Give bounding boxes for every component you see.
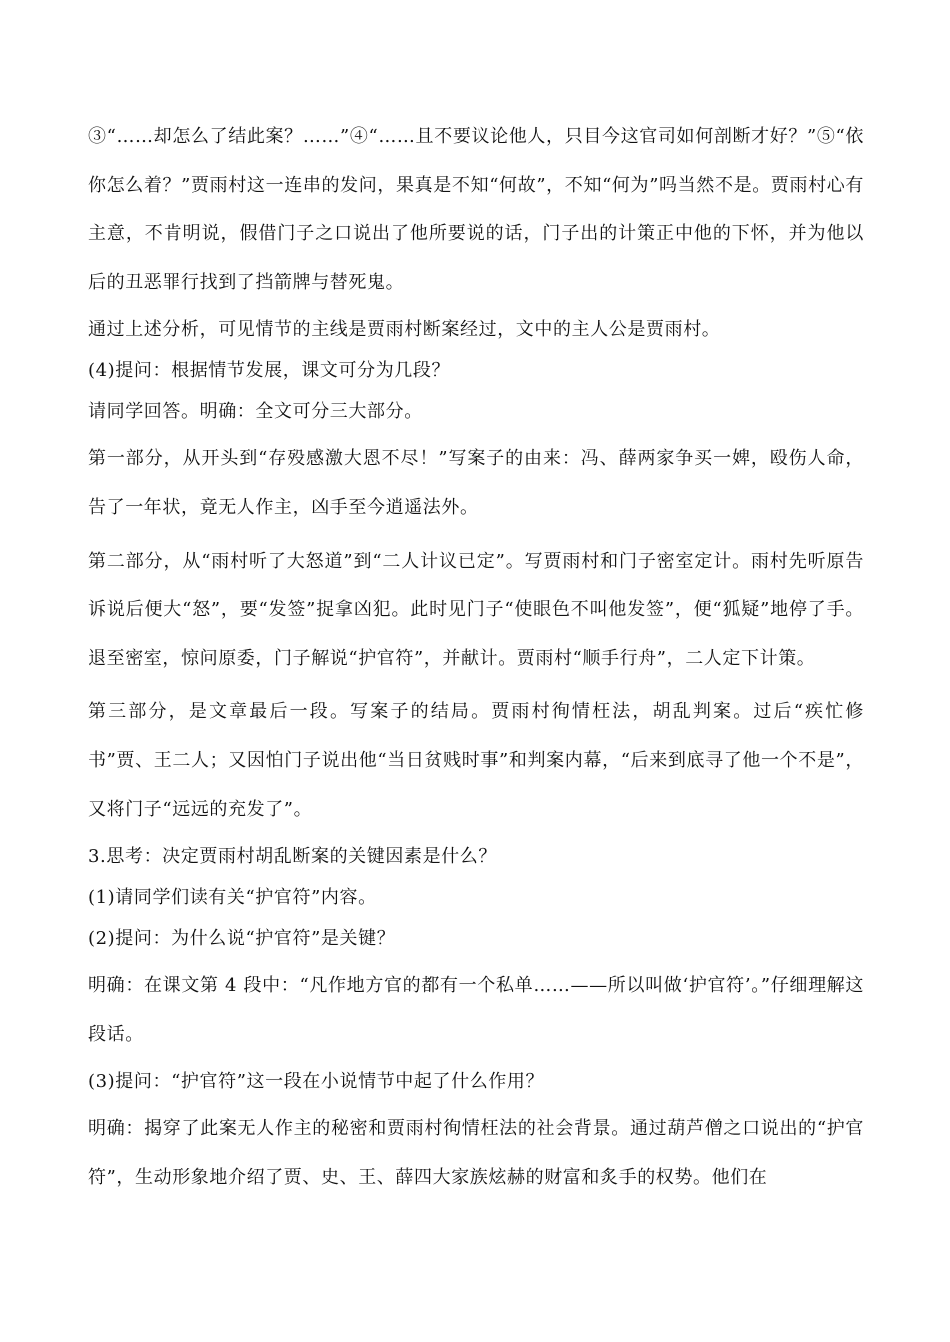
document-page	[88, 113, 864, 1203]
paragraph-part-two: 第二部分，从“雨村听了大怒道”到“二人计议已定”。写贾雨村和门子密室定计。雨村先听原告诉说后便大“怒”，要“发签”捉拿凶犯。此时见门子“使眼色不叫他发签”，便“狐疑”地停了手。退至密室，惊问原委，门子解说“护官符”，并献计。贾雨村“顺手行舟”，二人定下计策。	[88, 550, 864, 669]
paragraph-part-three: 第三部分，是文章最后一段。写案子的结局。贾雨村徇情枉法，胡乱判案。过后“疾忙修书”贾、王二人；又因怕门子说出他“当日贫贱时事”和判案内幕，“后来到底寻了他一个不是”，又将门子“远远的充发了”。	[88, 701, 864, 820]
paragraph-question-3: (3)提问：“护官符”这一段在小说情节中起了什么作用？	[88, 1071, 545, 1093]
paragraph-analysis-questions: ③“……却怎么了结此案？……”④“……且不要议论他人，只目今这官司如何剖断才好？”⑤“依你怎么着？”贾雨村这一连串的发问，果真是不知“何故”，不知“何为”吗当然不是。贾雨村心有主意，不肯明说，假借门子之口说出了他所要说的话，门子出的计策正中他的下怀，并为他以后的丑恶罪行找到了挡箭牌与替死鬼。	[88, 126, 864, 293]
paragraph-question-4: (4)提问：根据情节发展，课文可分为几段？	[88, 360, 451, 382]
paragraph-answer-2: 明确：在课文第 4 段中：“凡作地方官的都有一个私单……——所以叫做‘护官符’。”仔细理解这段话。	[88, 975, 864, 1045]
paragraph-think-3: 3.思考：决定贾雨村胡乱断案的关键因素是什么？	[88, 846, 497, 868]
paragraph-conclusion-protagonist: 通过上述分析，可见情节的主线是贾雨村断案经过，文中的主人公是贾雨村。	[88, 319, 721, 341]
paragraph-question-2: (2)提问：为什么说“护官符”是关键？	[88, 928, 396, 950]
paragraph-task-1: (1)请同学们读有关“护官符”内容。	[88, 887, 377, 909]
paragraph-answer-structure: 请同学回答。明确：全文可分三大部分。	[88, 401, 423, 423]
paragraph-answer-3: 明确：揭穿了此案无人作主的秘密和贾雨村徇情枉法的社会背景。通过葫芦僧之口说出的“护官符”，生动形象地介绍了贾、史、王、薛四大家族炫赫的财富和炙手的权势。他们在	[88, 1118, 864, 1188]
paragraph-part-one: 第一部分，从开头到“存殁感激大恩不尽！”写案子的由来：冯、薛两家争买一婢，殴伤人命，告了一年状，竟无人作主，凶手至今逍遥法外。	[88, 448, 864, 518]
